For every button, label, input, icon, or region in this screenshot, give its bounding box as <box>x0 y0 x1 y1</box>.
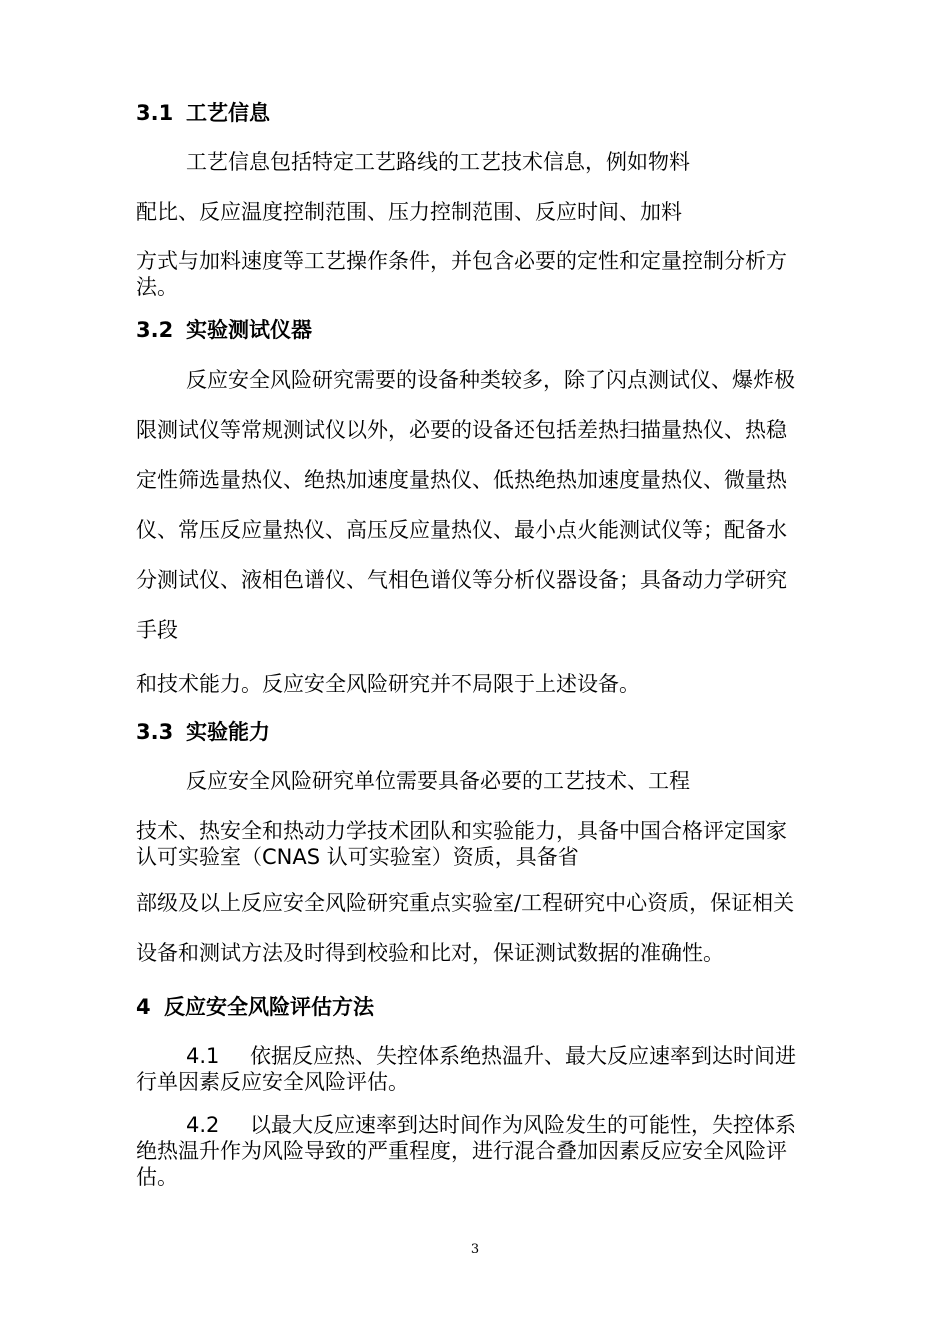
paragraph-line: 以最大反应速率到达时间作为风险发生的可能性，失控体系 <box>250 1113 796 1137</box>
numbered-item-4-2 <box>186 1112 796 1138</box>
section-title: 实验测试仪器 <box>186 318 312 342</box>
section-heading-3-3 <box>136 719 270 745</box>
paragraph-line: 反应安全风险研究需要的设备种类较多，除了闪点测试仪、爆炸极 <box>186 368 795 392</box>
section-number: 4 <box>136 995 151 1019</box>
paragraph-line: 行单因素反应安全风险评估。 <box>136 1070 409 1094</box>
numbered-item-4-1 <box>186 1043 796 1069</box>
section-heading-3-2 <box>136 317 312 343</box>
paragraph-line: 手段 <box>136 618 178 642</box>
paragraph-line: 估。 <box>136 1165 178 1189</box>
section-number: 3.3 <box>136 720 174 744</box>
section-number: 3.2 <box>136 318 174 342</box>
paragraph-line: 限测试仪等常规测试仪以外，必要的设备还包括差热扫描量热仪、热稳 <box>136 418 787 442</box>
item-number: 4.2 <box>186 1113 220 1137</box>
paragraph-line: 依据反应热、失控体系绝热温升、最大反应速率到达时间进 <box>250 1044 796 1068</box>
paragraph-line: 部级及以上反应安全风险研究重点实验室/工程研究中心资质，保证相关 <box>136 891 795 915</box>
paragraph-line: 技术、热安全和热动力学技术团队和实验能力，具备中国合格评定国家 <box>136 819 787 843</box>
paragraph-line: 认可实验室（CNAS 认可实验室）资质，具备省 <box>136 845 579 869</box>
section-heading-4 <box>136 994 374 1020</box>
section-heading-3-1 <box>136 100 270 126</box>
paragraph-line: 法。 <box>136 275 178 299</box>
paragraph-line: 配比、反应温度控制范围、压力控制范围、反应时间、加料 <box>136 200 682 224</box>
paragraph-line: 和技术能力。反应安全风险研究并不局限于上述设备。 <box>136 672 640 696</box>
paragraph-line: 设备和测试方法及时得到校验和比对，保证测试数据的准确性。 <box>136 941 724 965</box>
item-number: 4.1 <box>186 1044 220 1068</box>
section-title: 工艺信息 <box>186 101 270 125</box>
paragraph-line: 绝热温升作为风险导致的严重程度，进行混合叠加因素反应安全风险评 <box>136 1139 787 1163</box>
paragraph-line: 方式与加料速度等工艺操作条件，并包含必要的定性和定量控制分析方 <box>136 249 787 273</box>
paragraph-line: 反应安全风险研究单位需要具备必要的工艺技术、工程 <box>186 769 690 793</box>
paragraph-line: 定性筛选量热仪、绝热加速度量热仪、低热绝热加速度量热仪、微量热 <box>136 468 787 492</box>
paragraph-line: 工艺信息包括特定工艺路线的工艺技术信息，例如物料 <box>186 150 690 174</box>
paragraph-line: 分测试仪、液相色谱仪、气相色谱仪等分析仪器设备；具备动力学研究 <box>136 568 787 592</box>
section-number: 3.1 <box>136 101 174 125</box>
section-title: 实验能力 <box>186 720 270 744</box>
section-title: 反应安全风险评估方法 <box>164 995 374 1019</box>
paragraph-line: 仪、常压反应量热仪、高压反应量热仪、最小点火能测试仪等；配备水 <box>136 518 787 542</box>
page-number: 3 <box>470 1242 480 1257</box>
